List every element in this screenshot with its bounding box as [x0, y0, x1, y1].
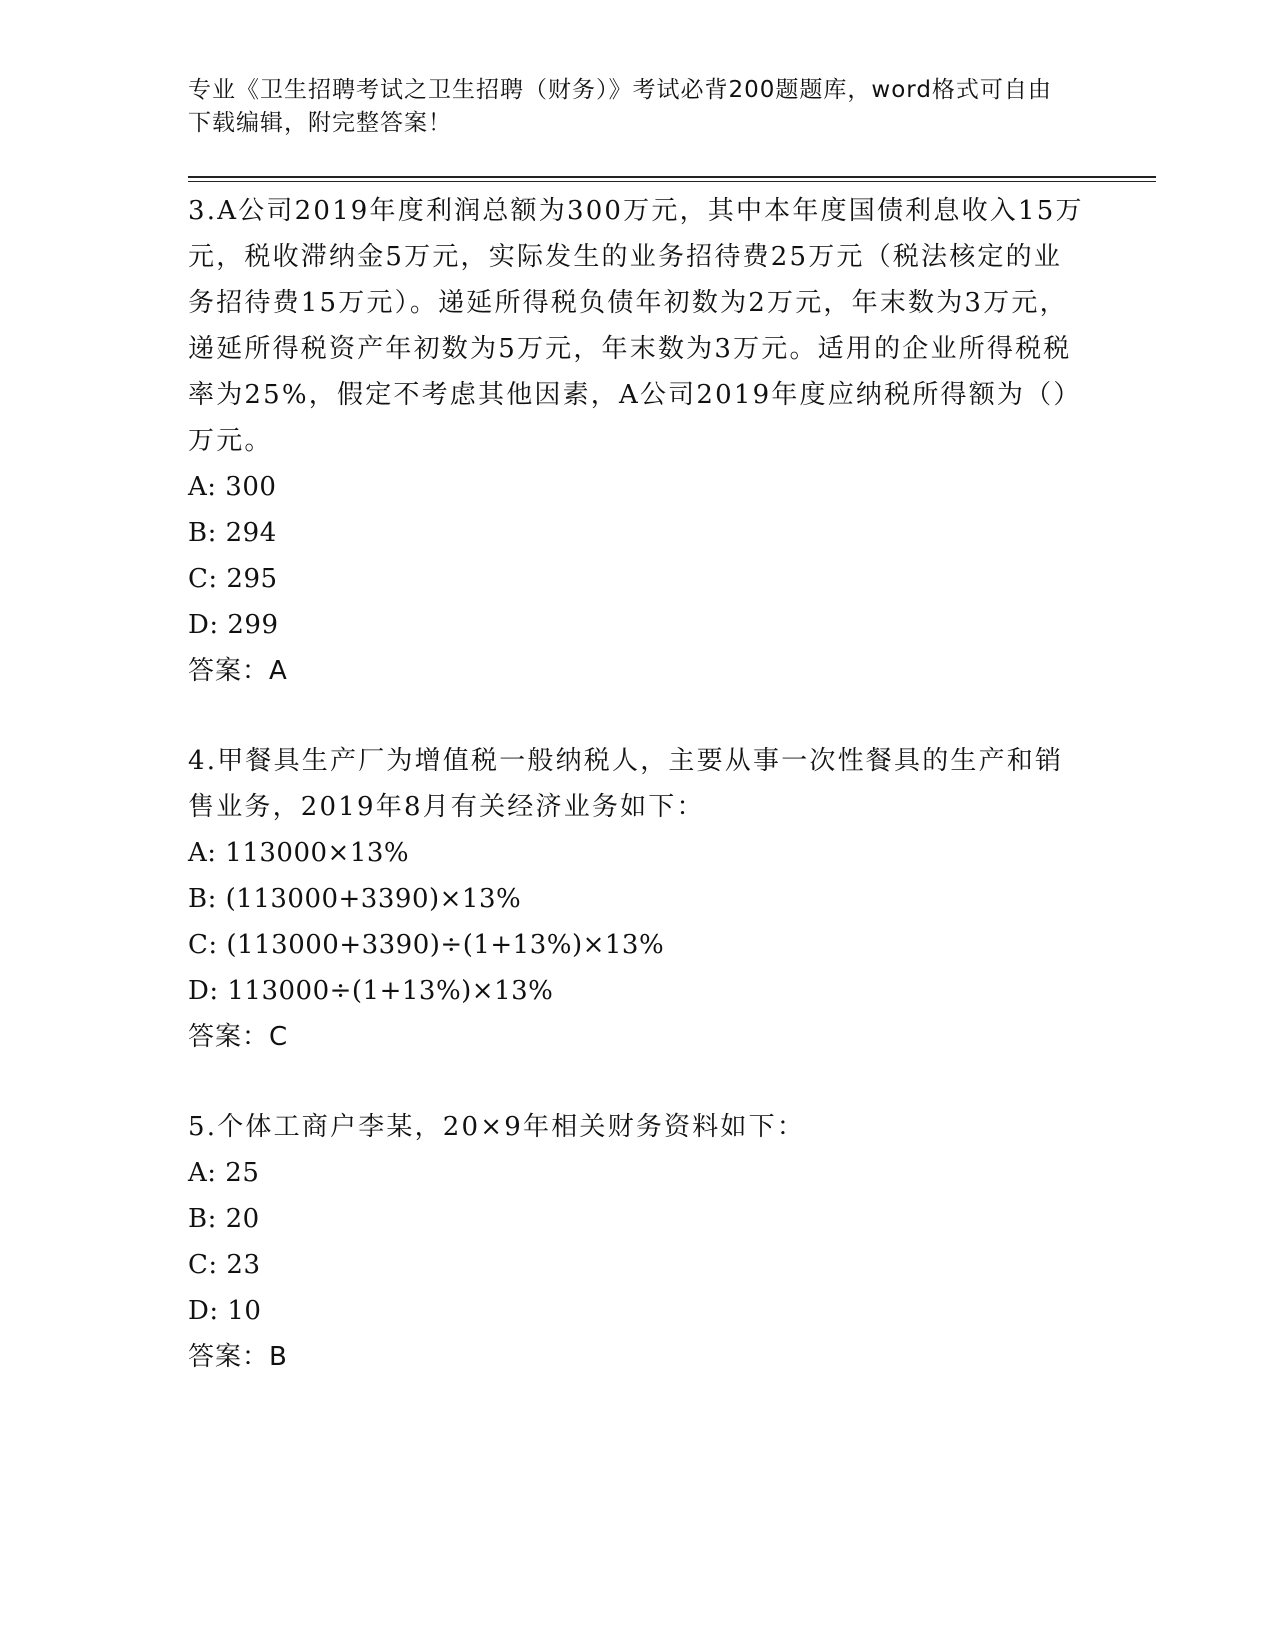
option-c: C: 295	[188, 564, 278, 594]
header-divider-thick	[188, 176, 1156, 178]
answer-label: 答案：C	[188, 1022, 289, 1052]
question-5	[188, 1104, 1088, 1380]
option-d: D: 113000÷(1+13%)×13%	[188, 976, 554, 1006]
option-c: C: (113000+3390)÷(1+13%)×13%	[188, 930, 665, 960]
option-b: B: (113000+3390)×13%	[188, 884, 522, 914]
option-a: A: 113000×13%	[188, 838, 410, 868]
question-stem: 3.A公司2019年度利润总额为300万元，其中本年度国债利息收入15万元，税收滞纳金5万元，实际发生的业务招待费25万元（税法核定的业务招待费15万元）。递延所得税负债年初数为2万元，年末数为3万元，递延所得税资产年初数为5万元，年末数为3万元。适用的企业所得税税率为25%，假定不考虑其他因素，A公司2019年度应纳税所得额为（）万元。	[188, 196, 1084, 456]
answer-label: 答案：B	[188, 1342, 288, 1372]
option-d: D: 10	[188, 1296, 262, 1326]
document-header: 专业《卫生招聘考试之卫生招聘（财务）》考试必背200题题库，word格式可自由下载编辑，附完整答案！	[188, 77, 1052, 136]
question-4	[188, 738, 1088, 1060]
option-c: C: 23	[188, 1250, 261, 1280]
option-b: B: 20	[188, 1204, 260, 1234]
header-divider-thin	[188, 181, 1156, 182]
option-b: B: 294	[188, 518, 277, 548]
option-a: A: 300	[188, 472, 277, 502]
option-a: A: 25	[188, 1158, 260, 1188]
question-3	[188, 188, 1088, 694]
question-list	[188, 188, 1088, 1424]
question-stem: 4.甲餐具生产厂为增值税一般纳税人，主要从事一次性餐具的生产和销售业务，2019年8月有关经济业务如下：	[188, 746, 1064, 822]
question-stem: 5.个体工商户李某，20×9年相关财务资料如下：	[188, 1112, 806, 1142]
answer-label: 答案：A	[188, 656, 288, 686]
option-d: D: 299	[188, 610, 279, 640]
